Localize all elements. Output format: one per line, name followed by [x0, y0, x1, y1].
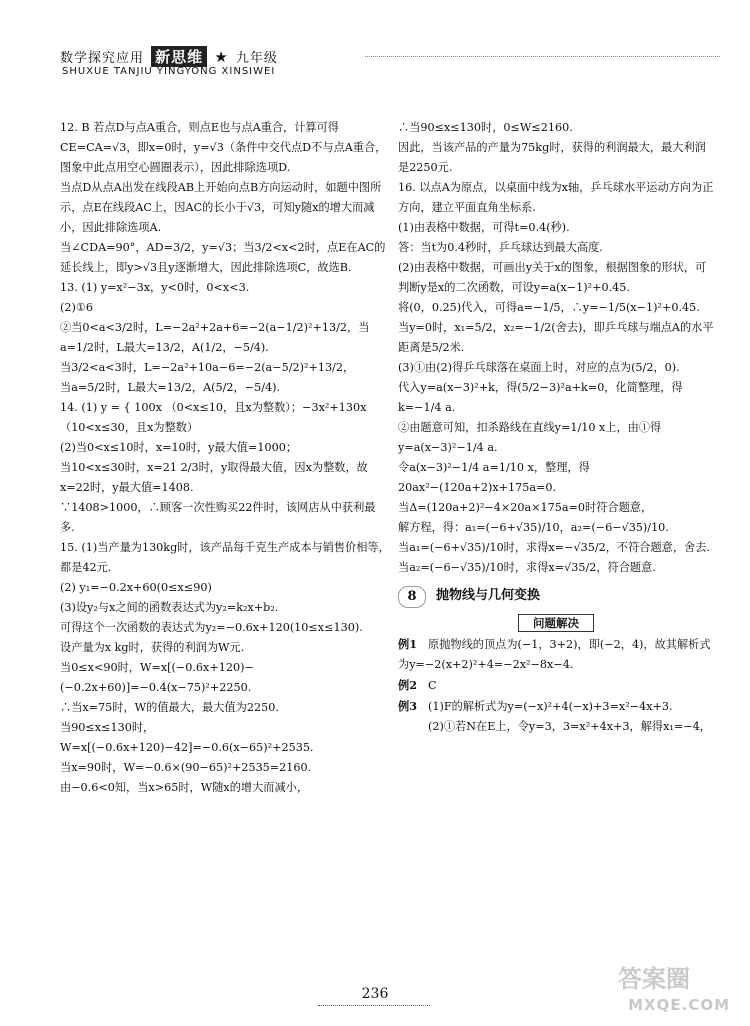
right-column — [398, 118, 714, 737]
brand-grade: 九年级 — [235, 51, 278, 66]
section-number: 8 — [398, 586, 426, 608]
paragraph: 因此，当该产品的产量为75kg时，获得的利润最大，最大利润是2250元. — [398, 141, 706, 174]
example-label: 例1 — [398, 637, 417, 651]
paragraph: (3)设y₂与x之间的函数表达式为y₂=k₂x+b₂. — [60, 601, 279, 614]
paragraph: 当0≤x<90时，W=x[(−0.6x+120)−(−0.2x+60)]=−0.4(x−75)²+2250. — [60, 661, 254, 694]
paragraph: 当x=90时，W=−0.6×(90−65)²+2535=2160. — [60, 761, 312, 774]
example-item — [398, 675, 714, 696]
paragraph: ②由题意可知，扣杀路线在直线y=1/10 x上，由①得y=a(x−3)²−1/4 a. — [398, 421, 662, 454]
star-icon: ★ — [214, 48, 229, 66]
paragraph: (1)由表格中数据，可得t=0.4(秒). — [398, 221, 570, 234]
section-heading — [398, 584, 714, 610]
paragraph: 答：当t为0.4秒时，乒乓球达到最大高度. — [398, 241, 603, 254]
paragraph: 当10<x≤30时，x=21 2/3时，y取得最大值，因x为整数，故x=22时，y最大值=1408. — [60, 461, 368, 494]
paragraph: ∴当90≤x≤130时，0≤W≤2160. — [398, 121, 573, 134]
example-text: (2)①若N在E上，令y=3，3=x²+4x+3，解得x₁=−4， — [428, 720, 711, 733]
page-header — [60, 40, 720, 80]
paragraph: 当90≤x≤130时，W=x[(−0.6x+120)−42]=−0.6(x−65)²+2535. — [60, 721, 314, 754]
paragraph: 当3/2<a<3时，L=−2a²+10a−6=−2(a−5/2)²+13/2， — [60, 361, 355, 374]
paragraph: 13. (1) y=x²−3x，y<0时，0<x<3. — [60, 281, 250, 294]
paragraph: ∴当x=75时，W的值最大，最大值为2250. — [60, 701, 279, 714]
section-box-label: 问题解决 — [518, 614, 594, 632]
example-text: C — [428, 679, 437, 692]
example-text: (1)F的解析式为y=(−x)²+4(−x)+3=x²−4x+3. — [428, 700, 673, 713]
example-label: 例3 — [398, 699, 417, 713]
footer-divider — [318, 1005, 430, 1006]
paragraph: 令a(x−3)²−1/4 a=1/10 x，整理，得20ax²−(120a+2)x+175a=0. — [398, 461, 590, 494]
header-divider — [365, 56, 720, 57]
example-item — [398, 634, 714, 675]
paragraph: 14. (1) y = { 100x （0<x≤10，且x为整数）；−3x²+130x （10<x≤30，且x为整数） — [60, 401, 367, 434]
paragraph: (2)①6 — [60, 301, 93, 314]
example-item — [398, 696, 714, 717]
paragraph: (2)当0<x≤10时，x=10时，y最大值=1000； — [60, 441, 298, 454]
paragraph: 当点D从点A出发在线段AB上开始向点B方向运动时，如题中图所示，点E在线段AC上，因AC的长小于√3，可知y随x的增大而减小，因此排除选项A. — [60, 181, 382, 234]
watermark-text: MXQE.COM — [628, 996, 730, 1014]
paragraph: 设产量为x kg时，获得的利润为W元. — [60, 641, 245, 654]
watermark-mark: 答案圈 — [618, 965, 690, 993]
example-item — [398, 717, 714, 737]
paragraph: 可得这个一次函数的表达式为y₂=−0.6x+120(10≤x≤130). — [60, 621, 363, 634]
paragraph: 当a₂=(−6−√35)/10时，求得x=√35/2，符合题意. — [398, 561, 656, 574]
page-number: 236 — [361, 986, 389, 1002]
brand-box: 新思维 — [151, 46, 207, 67]
paragraph: ∵1408>1000，∴顾客一次性购买22件时，该网店从中获利最多. — [60, 501, 376, 534]
paragraph: 代入y=a(x−3)²+k，得(5/2−3)²a+k=0，化简整理，得k=−1/4 a. — [398, 381, 683, 414]
paragraph: 将(0，0.25)代入，可得a=−1/5，∴y=−1/5(x−1)²+0.45. — [398, 301, 700, 314]
paragraph: (2) y₁=−0.2x+60(0≤x≤90) — [60, 581, 212, 594]
brand-pinyin: SHUXUE TANJIU YINGYONG XINSIWEI — [62, 66, 276, 77]
paragraph: 当Δ=(120a+2)²−4×20a×175a=0时符合题意， — [398, 501, 653, 514]
paragraph: 15. (1)当产量为130kg时，该产品每千克生产成本与销售价相等，都是42元. — [60, 541, 390, 574]
paragraph: 解方程，得：a₁=(−6+√35)/10，a₂=(−6−√35)/10. — [398, 521, 669, 534]
watermark — [590, 954, 730, 1014]
left-column — [60, 118, 390, 798]
paragraph: 12. B 若点D与点A重合，则点E也与点A重合，计算可得CE=CA=√3，即x=0时，y=√3（条件中交代点D不与点A重合，图象中此点用空心圆圈表示），因此排除选项D. — [60, 121, 387, 174]
example-text: 原抛物线的顶点为(−1，3+2)，即(−2，4)，故其解析式为y=−2(x+2)²+4=−2x²−8x−4. — [398, 638, 711, 671]
brand-line — [60, 46, 278, 67]
paragraph: 当a=5/2时，L最大=13/2，A(5/2，−5/4). — [60, 381, 281, 394]
brand-prefix: 数学探究应用 — [60, 51, 145, 66]
section-title: 抛物线与几何变换 — [436, 588, 541, 603]
paragraph: 当a₁=(−6+√35)/10时，求得x=−√35/2，不符合题意，舍去. — [398, 541, 710, 554]
paragraph: 16. 以点A为原点，以桌面中线为x轴，乒乓球水平运动方向为正方向，建立平面直角坐标系. — [398, 181, 714, 214]
paragraph: ②当0<a<3/2时，L=−2a²+2a+6=−2(a−1/2)²+13/2，当a=1/2时，L最大=13/2，A(1/2，−5/4). — [60, 321, 370, 354]
paragraph: 当∠CDA=90°，AD=3/2，y=√3；当3/2<x<2时，点E在AC的延长线上，即y>√3且y逐渐增大，因此排除选项C，故选B. — [60, 241, 386, 274]
example-label: 例2 — [398, 678, 417, 692]
paragraph: 由−0.6<0知，当x>65时，W随x的增大而减小， — [60, 781, 309, 794]
paragraph: 当y=0时，x₁=5/2，x₂=−1/2(舍去)，即乒乓球与端点A的水平距离是5/2米. — [398, 321, 714, 354]
paragraph: (2)由表格中数据，可画出y关于x的图象，根据图象的形状，可判断y是x的二次函数，可设y=a(x−1)²+0.45. — [398, 261, 707, 294]
paragraph: (3)①由(2)得乒乓球落在桌面上时，对应的点为(5/2，0). — [398, 361, 680, 374]
